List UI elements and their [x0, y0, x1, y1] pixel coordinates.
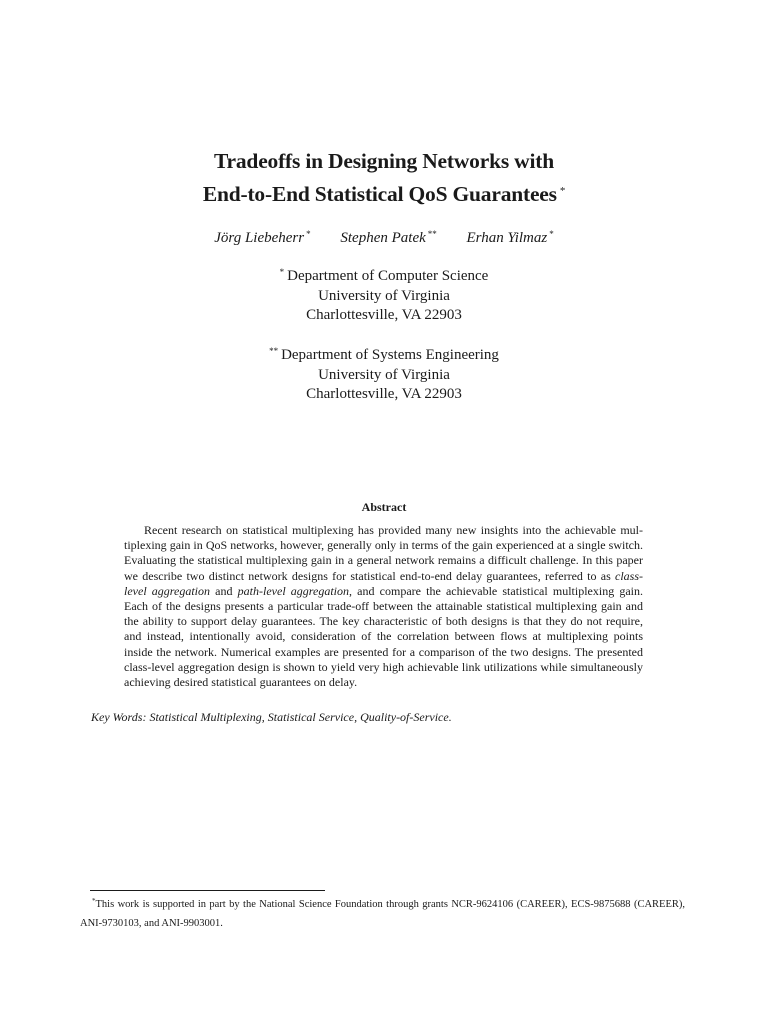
author-mark: * [306, 229, 311, 239]
author-name: Stephen Patek [340, 230, 426, 246]
abstract-body [124, 523, 643, 690]
author-mark: ** [427, 229, 437, 239]
affiliation-2 [0, 342, 768, 405]
abstract-text: Recent research on statistical multiplexing has provided many new insights into the achievable multiplexing gain in QoS networks, however, generally only in terms of the gain experienced at a single switch. Evaluating the statistical multiplexing gain in a general network remains a difficult challenge. In this paper we describe two distinct network designs for statistical end-to-end delay guarantees, referred to as [124, 523, 643, 583]
affiliation-line: Charlottesville, VA 22903 [306, 386, 462, 402]
author-1 [214, 230, 310, 246]
title-line-1: Tradeoffs in Designing Networks with [214, 149, 554, 173]
abstract-text: and [210, 583, 238, 598]
keywords: Key Words: Statistical Multiplexing, Statistical Service, Quality-of-Service. [91, 710, 452, 724]
abstract-term: class-level aggregation [124, 568, 643, 598]
author-name: Jörg Liebeherr [214, 230, 305, 246]
footnote-text: This work is supported in part by the National Science Foundation through grants NCR-9624106 (CAREER), ECS-9875688 (CAREER), ANI-9730103, and ANI-9903001. [80, 899, 685, 929]
author-list [0, 224, 768, 248]
title-footnote-mark: * [559, 185, 566, 197]
title-line-2 [0, 176, 768, 209]
author-3 [467, 230, 554, 246]
affiliation-mark: ** [269, 346, 279, 356]
affiliation-1 [0, 263, 768, 326]
affiliation-line: University of Virginia [318, 287, 450, 304]
title-line-2-text: End-to-End Statistical QoS Guarantees [202, 182, 557, 206]
footnote-mark: * [92, 897, 96, 905]
affiliation-line [0, 263, 768, 287]
paper-title [0, 146, 768, 209]
abstract-heading: Abstract [361, 500, 407, 514]
affiliation-line [0, 342, 768, 366]
footnote [80, 892, 685, 933]
author-name: Erhan Yilmaz [466, 230, 548, 246]
abstract-text: , and compare the achievable statistical multiplexing gain. Each of the designs presents a particular trade-off between the attainable statistical multiplexing gain and the ability to support delay guarantees. The key characteristic of both designs is that they do not require, and instead, intentionally avoid, consideration of the correlation between flows at multiplexing points inside the network. Numerical examples are presented for a comparison of the two designs. The presented class-level aggregation design is shown to yield very high achievable link utilizations while simultaneously achieving desired statistical guarantees on delay. [124, 583, 644, 690]
affiliation-dept: Department of Computer Science [287, 268, 489, 284]
affiliation-mark: * [279, 267, 285, 277]
author-2 [340, 230, 436, 246]
affiliation-line: Charlottesville, VA 22903 [306, 307, 462, 323]
abstract-term: path-level aggregation [237, 583, 350, 598]
footnote-rule [90, 890, 325, 891]
affiliation-line: University of Virginia [318, 366, 450, 383]
author-mark: * [549, 229, 554, 239]
affiliation-dept: Department of Systems Engineering [281, 347, 499, 363]
